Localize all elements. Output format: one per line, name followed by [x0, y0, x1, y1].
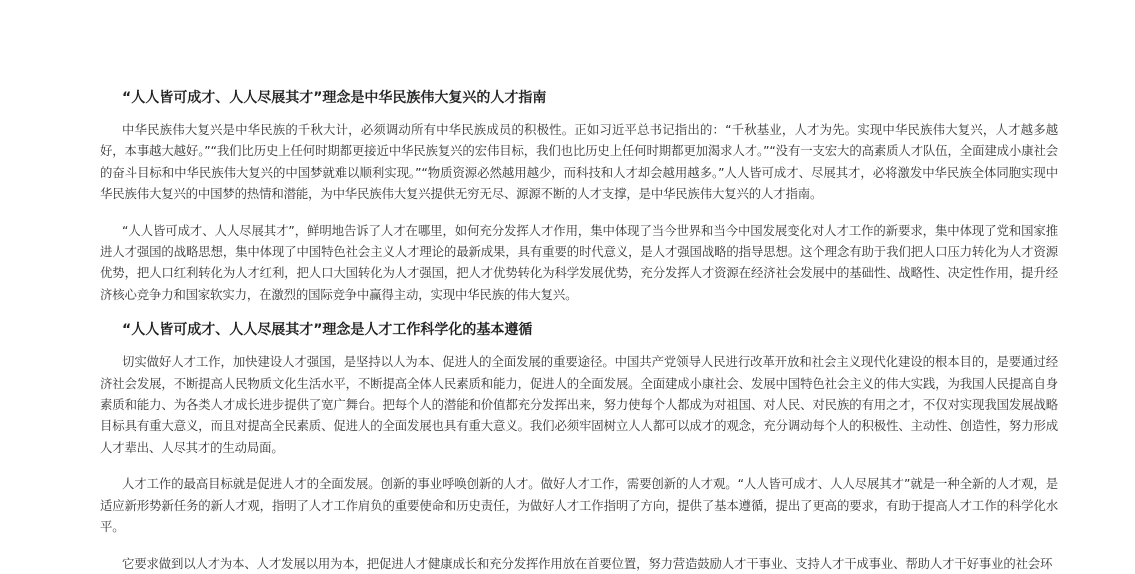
- paragraph-5: 它要求做到以人才为本、人才发展以用为本，把促进人才健康成长和充分发挥作用放在首要位置，努力营造鼓励人才干事业、支持人才干成事业、帮助人才干好事业的社会环: [122, 555, 1053, 571]
- paragraph-4: 人才工作的最高目标就是促进人才的全面发展。创新的事业呼唤创新的人才。做好人才工作，需要创新的人才观。“人人皆可成才、人人尽展其才”就是一种全新的人才观，是适应新形势新任务的新人才观，指明了人才工作肩负的重要使命和历史责任，为做好人才工作指明了方向，提供了基本遵循，提出了更高的要求，有助于提高人才工作的科学化水平。: [100, 476, 1058, 535]
- paragraph-2: “人人皆可成才、人人尽展其才”，鲜明地告诉了人才在哪里，如何充分发挥人才作用，集中体现了当今世界和当今中国发展变化对人才工作的新要求，集中体现了党和国家推进人才强国的战略思想，集中体现了中国特色社会主义人才理论的最新成果，具有重要的时代意义，是人才强国战略的指导思想。这个理念有助于我们把人口压力转化为人才资源优势，把人口红利转化为人才红利，把人口大国转化为人才强国，把人才优势转化为科学发展优势，充分发挥人才资源在经济社会发展中的基础性、战略性、决定性作用，提升经济核心竞争力和国家软实力，在激烈的国际竞争中赢得主动，实现中华民族的伟大复兴。: [100, 222, 1058, 302]
- section-heading-1: “人人皆可成才、人人尽展其才”理念是中华民族伟大复兴的人才指南: [122, 90, 547, 106]
- paragraph-3: 切实做好人才工作，加快建设人才强国，是坚持以人为本、促进人的全面发展的重要途径。中国共产党领导人民进行改革开放和社会主义现代化建设的根本目的，是要通过经济社会发展，不断提高人民物质文化生活水平，不断提高全体人民素质和能力，促进人的全面发展。全面建成小康社会、发展中国特色社会主义的伟大实践，为我国人民提高自身素质和能力、为各类人才成长进步提供了宽广舞台。把每个人的潜能和价值都充分发挥出来，努力使每个人都成为对祖国、对人民、对民族的有用之才，不仅对实现我国发展战略目标具有重大意义，而且对提高全民素质、促进人的全面发展也具有重大意义。我们必须牢固树立人人都可以成才的观念，充分调动每个人的积极性、主动性、创造性，努力形成人才辈出、人尽其才的生动局面。: [100, 354, 1058, 455]
- section-heading-2: “人人皆可成才、人人尽展其才”理念是人才工作科学化的基本遵循: [122, 322, 533, 339]
- paragraph-1: 中华民族伟大复兴是中华民族的千秋大计，必须调动所有中华民族成员的积极性。正如习近平总书记指出的：“千秋基业，人才为先。实现中华民族伟大复兴，人才越多越好，本事越大越好。”“我们比历史上任何时期都更接近中华民族复兴的宏伟目标，我们也比历史上任何时期都更加渴求人才。”“没有一支宏大的高素质人才队伍，全面建成小康社会的奋斗目标和中华民族伟大复兴的中国梦就难以顺利实现。”“物质资源必然越用越少，而科技和人才却会越用越多。”人人皆可成才、尽展其才，必将激发中华民族全体同胞实现中华民族伟大复兴的中国梦的热情和潜能，为中华民族伟大复兴提供无穷无尽、源源不断的人才支撑，是中华民族伟大复兴的人才指南。: [100, 122, 1058, 202]
- article-body: [100, 76, 1058, 574]
